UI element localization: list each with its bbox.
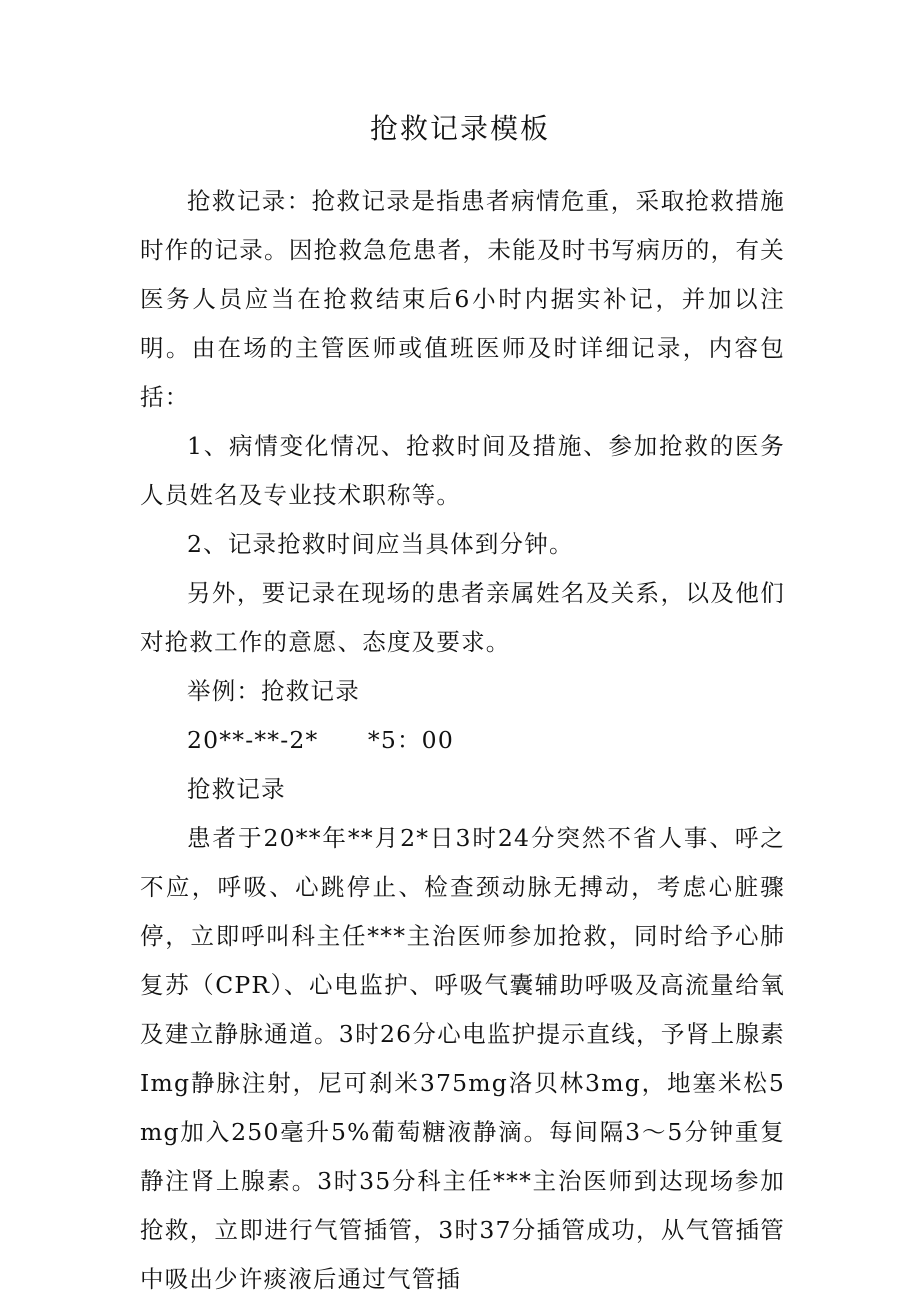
paragraph-example-subtitle: 抢救记录 bbox=[187, 775, 286, 803]
paragraph-item-1: 1、病情变化情况、抢救时间及措施、参加抢救的医务人员姓名及专业技术职称等。 bbox=[140, 432, 785, 509]
paragraph-example-body: 患者于20**年**月2*日3时24分突然不省人事、呼之不应，呼吸、心跳停止、检查颈动脉无搏动，考虑心脏骤停，立即呼叫科主任***主治医师参加抢救，同时给予心肺复苏（CPR）、心电监护、呼吸气囊辅助呼吸及高流量给氧及建立静脉通道。3时26分心电监护提示直线，予肾上腺素Img静脉注射，尼可刹米375mg洛贝林3mg，地塞米松5mg加入250毫升5%葡萄糖液静滴。每间隔3～5分钟重复静注肾上腺素。3时35分科主任***主治医师到达现场参加抢救，立即进行气管插管，3时37分插管成功，从气管插管中吸出少许痰液后通过气管插 bbox=[140, 824, 785, 1293]
paragraph-definition: 抢救记录：抢救记录是指患者病情危重，采取抢救措施时作的记录。因抢救急危患者，未能及时书写病历的，有关医务人员应当在抢救结束后6小时内据实补记，并加以注明。由在场的主管医师或值班医师及时详细记录，内容包括： bbox=[140, 187, 785, 411]
paragraph-example-datetime: 20**-**-2* *5：00 bbox=[187, 726, 454, 754]
paragraph-example-heading: 举例：抢救记录 bbox=[187, 677, 360, 705]
document-body bbox=[140, 177, 785, 1304]
paragraph-relatives: 另外，要记录在现场的患者亲属姓名及关系，以及他们对抢救工作的意愿、态度及要求。 bbox=[140, 579, 785, 656]
paragraph-item-2: 2、记录抢救时间应当具体到分钟。 bbox=[187, 530, 574, 558]
document-title: 抢救记录模板 bbox=[369, 112, 550, 145]
